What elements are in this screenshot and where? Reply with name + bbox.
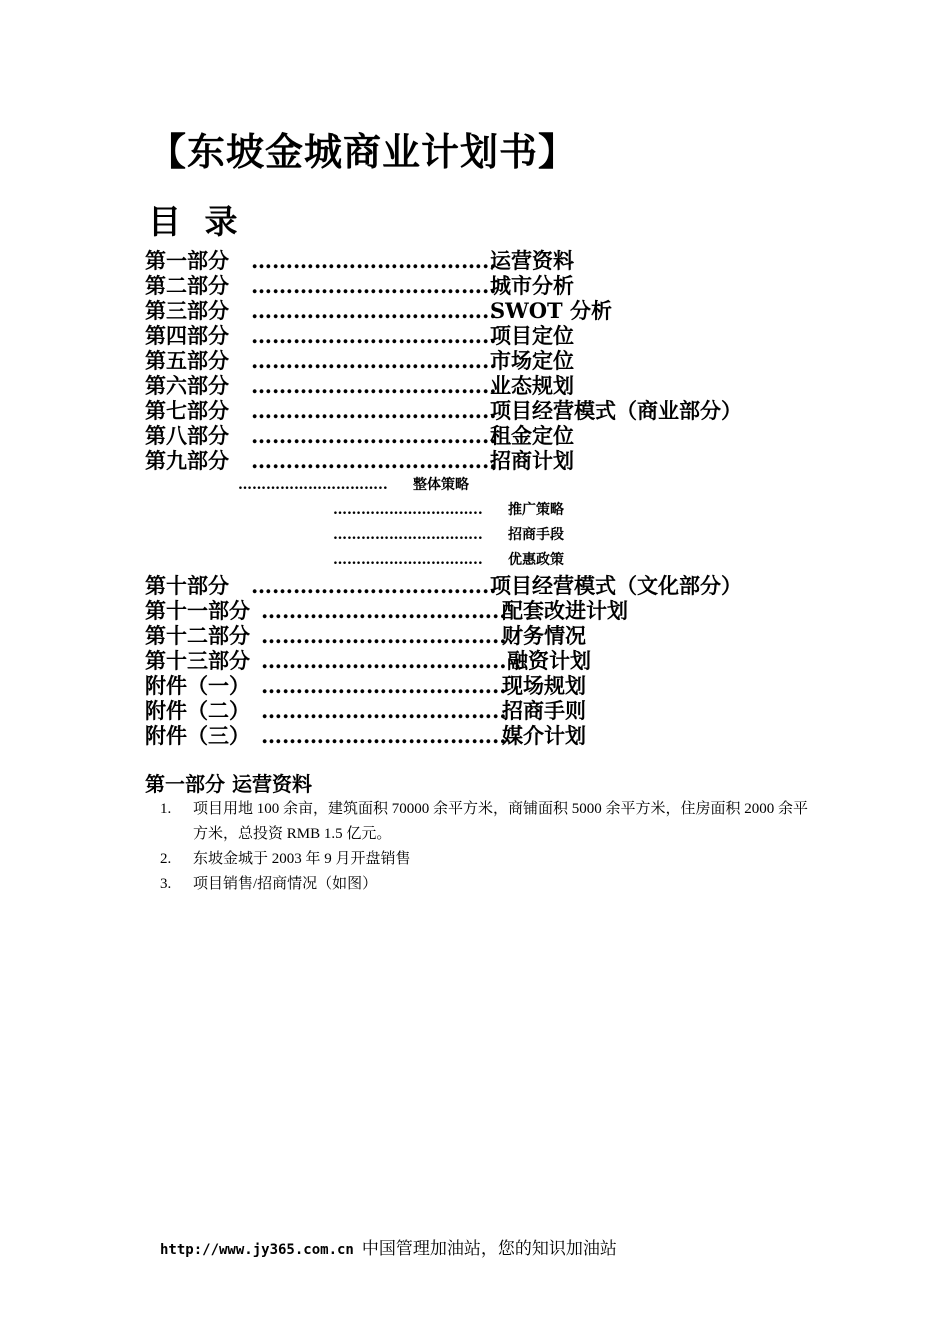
toc-entry bbox=[145, 423, 905, 448]
toc-leader: …………………………….. bbox=[261, 623, 507, 648]
list-text: 项目销售/招商情况（如图） bbox=[193, 876, 378, 892]
toc-entry bbox=[145, 698, 905, 723]
toc-part: 第六部分 bbox=[145, 373, 229, 398]
toc-leader: …………………………….. bbox=[251, 448, 497, 473]
toc-leader: ………………………….. bbox=[333, 527, 483, 543]
toc-title: 租金定位 bbox=[490, 423, 574, 448]
toc-entry bbox=[145, 373, 905, 398]
toc-title: 市场定位 bbox=[490, 348, 574, 373]
toc-entry bbox=[145, 398, 905, 423]
toc-leader: …………………………….. bbox=[261, 698, 507, 723]
toc-entry bbox=[145, 273, 905, 298]
toc-leader: …………………………….. bbox=[261, 598, 507, 623]
toc-entry bbox=[145, 648, 905, 673]
toc-part: 第十二部分 bbox=[145, 623, 250, 648]
toc-title: 运营资料 bbox=[490, 248, 574, 273]
toc-leader: …………………………….. bbox=[251, 423, 497, 448]
toc-leader: …………………………….. bbox=[261, 673, 507, 698]
toc-title: 推广策略 bbox=[508, 502, 564, 518]
page-title: 【东坡金城商业计划书】 bbox=[148, 129, 578, 174]
footer-url[interactable]: http://www.jy365.com.cn bbox=[160, 1242, 354, 1258]
toc-part: 第九部分 bbox=[145, 448, 229, 473]
toc-leader: ………………………….. bbox=[333, 502, 483, 518]
list-number: 3. bbox=[160, 876, 172, 892]
list-text: 东坡金城于 2003 年 9 月开盘销售 bbox=[193, 851, 411, 867]
toc-part: 第三部分 bbox=[145, 298, 229, 323]
toc-title: 城市分析 bbox=[490, 273, 574, 298]
toc-entry bbox=[145, 348, 905, 373]
toc-part: 第五部分 bbox=[145, 348, 229, 373]
toc-entry bbox=[145, 573, 905, 598]
toc-title: SWOT 分析 bbox=[490, 298, 612, 323]
list-item bbox=[160, 847, 820, 872]
toc-leader: …………………………….. bbox=[251, 273, 497, 298]
list-text: 项目用地 100 余亩，建筑面积 70000 余平方米，商铺面积 5000 余平方米，住房面积 2000 余平方米，总投资 RMB 1.5 亿元。 bbox=[193, 801, 809, 842]
toc-title: 整体策略 bbox=[413, 477, 469, 493]
list-item bbox=[160, 797, 820, 847]
toc-entry bbox=[145, 623, 905, 648]
toc-part: 附件（一） bbox=[145, 673, 250, 698]
toc-part: 第十三部分 bbox=[145, 648, 250, 673]
toc-title: 招商计划 bbox=[490, 448, 574, 473]
table-of-contents bbox=[145, 248, 905, 748]
toc-entry bbox=[145, 448, 905, 473]
toc-leader: …………………………….. bbox=[251, 373, 497, 398]
toc-title: 招商手段 bbox=[508, 527, 564, 543]
toc-leader: ………………………….. bbox=[333, 552, 483, 568]
toc-leader: …………………………….. bbox=[251, 248, 497, 273]
list-number: 2. bbox=[160, 851, 172, 867]
toc-title: 现场规划 bbox=[502, 673, 586, 698]
toc-title: 配套改进计划 bbox=[502, 598, 628, 623]
toc-part: 第十部分 bbox=[145, 573, 229, 598]
toc-title: 招商手则 bbox=[502, 698, 586, 723]
toc-entry bbox=[145, 248, 905, 273]
toc-title: 优惠政策 bbox=[508, 552, 564, 568]
toc-part: 第一部分 bbox=[145, 248, 229, 273]
toc-part: 第四部分 bbox=[145, 323, 229, 348]
toc-sub-entry bbox=[145, 473, 905, 498]
toc-leader: ………………………….. bbox=[238, 477, 388, 493]
toc-leader: …………………………….. bbox=[251, 573, 497, 598]
toc-leader: …………………………….. bbox=[251, 398, 497, 423]
toc-leader: …………………………….. bbox=[251, 298, 497, 323]
list-item bbox=[160, 872, 820, 897]
toc-entry bbox=[145, 298, 905, 323]
toc-sub-entry bbox=[145, 548, 905, 573]
toc-entry bbox=[145, 598, 905, 623]
toc-title: 项目经营模式（商业部分） bbox=[490, 398, 742, 423]
list-number: 1. bbox=[160, 801, 172, 817]
toc-title: 业态规划 bbox=[490, 373, 574, 398]
toc-title: 项目经营模式（文化部分） bbox=[490, 573, 742, 598]
toc-part: 附件（三） bbox=[145, 723, 250, 748]
footer-slogan: 中国管理加油站，您的知识加油站 bbox=[361, 1239, 617, 1259]
section-heading: 第一部分 运营资料 bbox=[145, 772, 312, 796]
toc-heading: 目 录 bbox=[148, 202, 244, 241]
toc-entry bbox=[145, 673, 905, 698]
toc-part: 第十一部分 bbox=[145, 598, 250, 623]
toc-part: 第八部分 bbox=[145, 423, 229, 448]
toc-sub-entry bbox=[145, 498, 905, 523]
toc-part: 附件（二） bbox=[145, 698, 250, 723]
toc-entry bbox=[145, 323, 905, 348]
toc-part: 第七部分 bbox=[145, 398, 229, 423]
toc-leader: …………………………….. bbox=[251, 348, 497, 373]
toc-title: 项目定位 bbox=[490, 323, 574, 348]
toc-leader: …………………………….. bbox=[251, 323, 497, 348]
toc-title: 融资计划 bbox=[507, 648, 591, 673]
section-list bbox=[160, 797, 820, 897]
toc-entry bbox=[145, 723, 905, 748]
toc-part: 第二部分 bbox=[145, 273, 229, 298]
page-footer bbox=[160, 1237, 617, 1262]
toc-title: 媒介计划 bbox=[502, 723, 586, 748]
toc-sub-entry bbox=[145, 523, 905, 548]
toc-leader: …………………………….. . bbox=[261, 648, 522, 673]
toc-leader: …………………………….. bbox=[261, 723, 507, 748]
toc-title: 财务情况 bbox=[502, 623, 586, 648]
